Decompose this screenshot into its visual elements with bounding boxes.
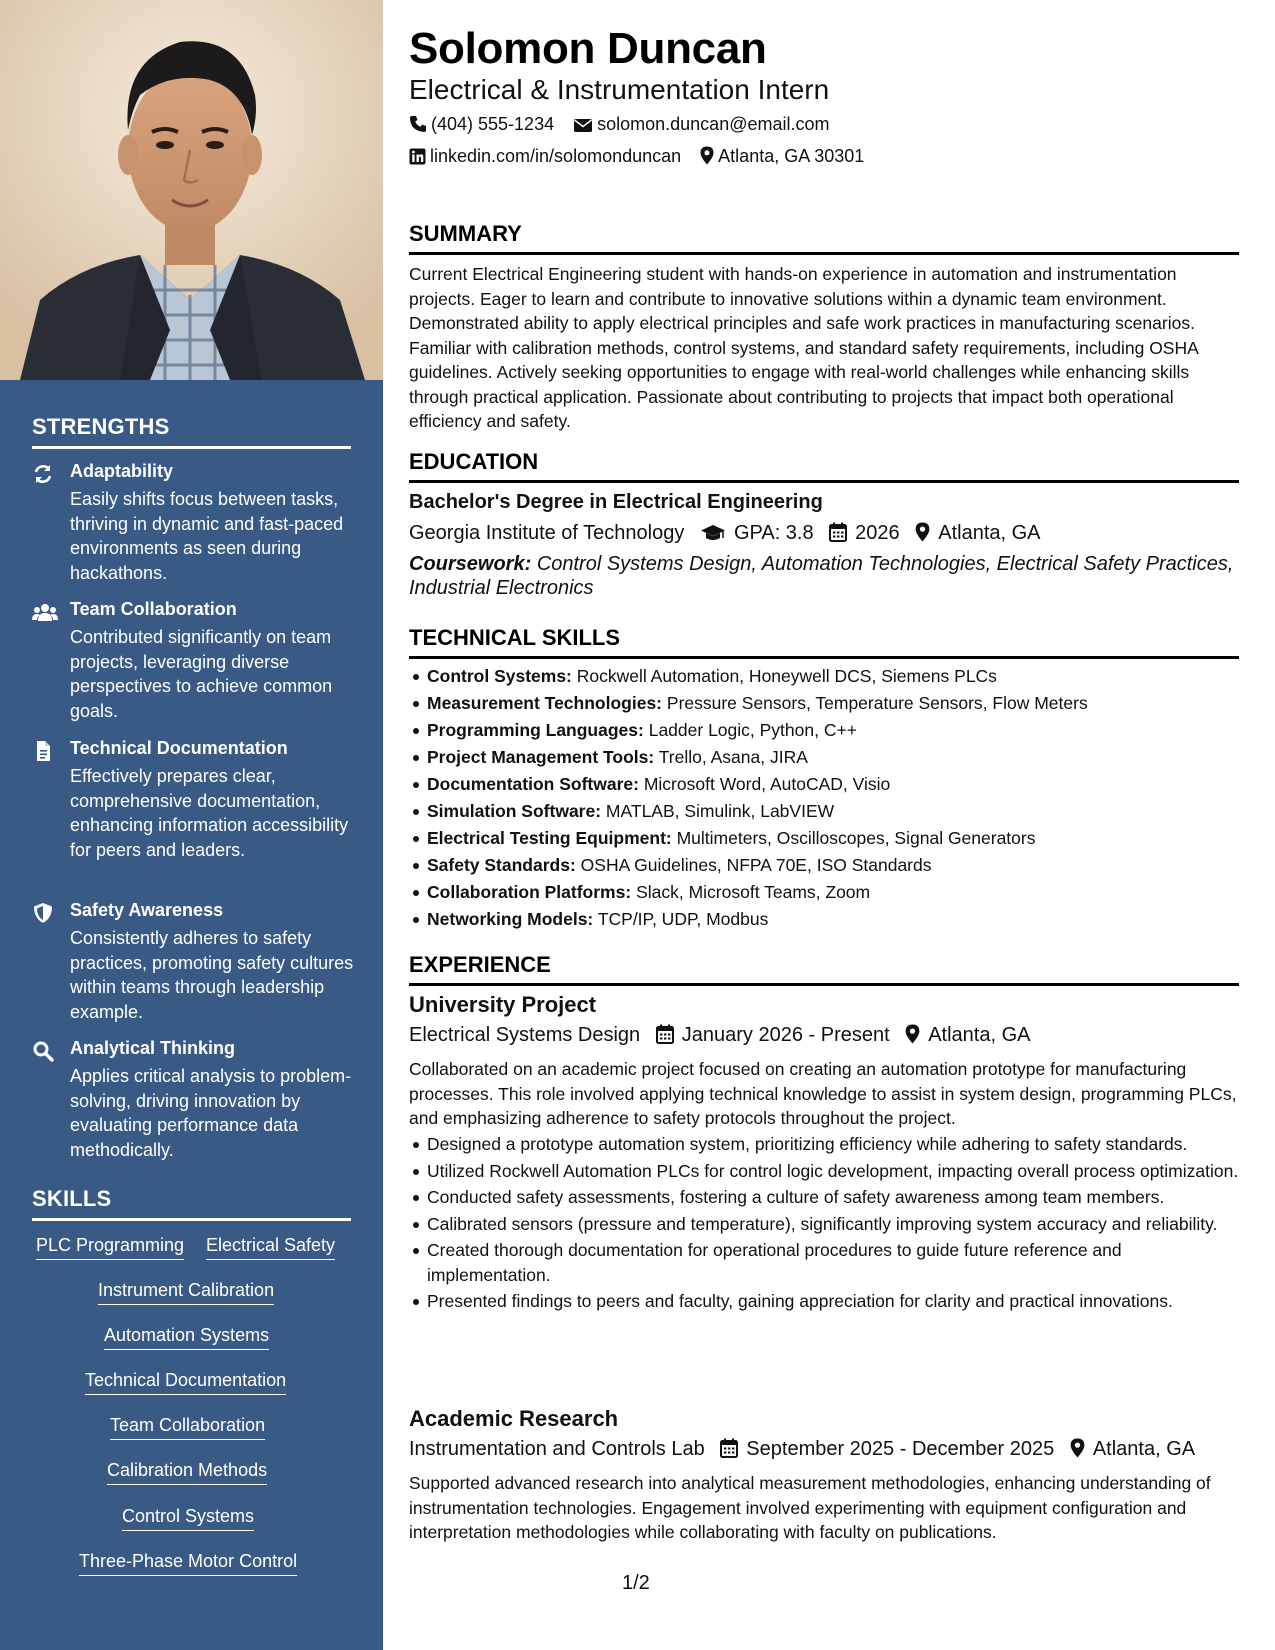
- list-item: [409, 879, 1239, 906]
- location-pin-icon: [915, 522, 930, 548]
- graduation-year: 2026: [855, 522, 900, 544]
- skill-category: Programming Languages:: [427, 720, 644, 740]
- location-pin-icon: [1070, 1438, 1085, 1464]
- summary-heading: SUMMARY: [409, 221, 1239, 255]
- refresh-icon: [32, 463, 56, 485]
- education-heading: EDUCATION: [409, 449, 1239, 483]
- list-item: Presented findings to peers and faculty, gaining appreciation for clarity and practical innovations.: [409, 1289, 1239, 1314]
- strengths-heading: STRENGTHS: [32, 414, 351, 449]
- calendar-icon: [656, 1024, 674, 1050]
- email-text: solomon.duncan@email.com: [597, 114, 830, 134]
- skill-values: Slack, Microsoft Teams, Zoom: [636, 882, 871, 902]
- email-icon: [573, 117, 593, 138]
- skill-category: Collaboration Platforms:: [427, 882, 632, 902]
- skills-heading: SKILLS: [32, 1186, 351, 1221]
- linkedin-text: linkedin.com/in/solomonduncan: [430, 146, 682, 166]
- strength-title: Safety Awareness: [70, 900, 224, 920]
- linkedin-icon: [409, 148, 426, 170]
- skill-category: Control Systems:: [427, 666, 572, 686]
- list-item: Calibrated sensors (pressure and temperature), significantly improving system accuracy and reliability.: [409, 1212, 1239, 1237]
- skill-category: Project Management Tools:: [427, 747, 655, 767]
- contact-row: [409, 114, 830, 138]
- phone-icon: [409, 115, 427, 138]
- skill-values: Microsoft Word, AutoCAD, Visio: [643, 774, 891, 794]
- skill-tag: Three-Phase Motor Control: [79, 1551, 297, 1576]
- job-location: Atlanta, GA: [1092, 1438, 1196, 1460]
- list-item: [409, 690, 1239, 717]
- strength-description: Applies critical analysis to problem-solving, driving innovation by evaluating performance data methodically.: [70, 1066, 352, 1160]
- strength-title: Analytical Thinking: [70, 1038, 236, 1058]
- strength-title: Technical Documentation: [70, 738, 288, 758]
- strength-description: Contributed significantly on team projects, leveraging diverse perspectives to achieve common goals.: [70, 627, 333, 721]
- contact-row: [409, 146, 864, 170]
- skill-tag: Calibration Methods: [107, 1460, 267, 1485]
- phone-text: (404) 555-1234: [431, 114, 555, 134]
- list-item: [409, 744, 1239, 771]
- list-item: Utilized Rockwell Automation PLCs for control logic development, impacting overall process optimization.: [409, 1159, 1239, 1184]
- strength-description: Easily shifts focus between tasks, thriving in dynamic and fast-paced environments as seen during hackathons.: [70, 489, 344, 583]
- job-location: Atlanta, GA: [928, 1024, 1031, 1046]
- school-name: Georgia Institute of Technology: [409, 522, 685, 544]
- list-item: [409, 663, 1239, 690]
- search-icon: [32, 1040, 56, 1062]
- job-description: Collaborated on an academic project focused on creating an automation prototype for manufacturing processes. This role involved applying technical knowledge to assist in system design, programming PLCs, and emphasizing adherence to safety protocols throughout the project.: [409, 1059, 1237, 1128]
- skill-tag: Technical Documentation: [85, 1370, 286, 1395]
- job-title: Academic Research: [409, 1406, 619, 1431]
- list-item: Designed a prototype automation system, prioritizing efficiency while adhering to safety standards.: [409, 1132, 1239, 1157]
- skill-values: Ladder Logic, Python, C++: [648, 720, 857, 740]
- skill-category: Simulation Software:: [427, 801, 602, 821]
- skill-category: Documentation Software:: [427, 774, 639, 794]
- candidate-role: Electrical & Instrumentation Intern: [409, 74, 830, 105]
- school-location: Atlanta, GA: [938, 522, 1041, 544]
- skill-tag: PLC Programming: [36, 1235, 184, 1260]
- job-org: Electrical Systems Design: [409, 1024, 641, 1046]
- experience-heading: EXPERIENCE: [409, 952, 1239, 986]
- job-meta: [409, 1438, 1195, 1464]
- list-item: [409, 825, 1239, 852]
- list-item: [409, 771, 1239, 798]
- location-text: Atlanta, GA 30301: [718, 146, 865, 166]
- coursework-list: Control Systems Design, Automation Technologies, Electrical Safety Practices, Industrial Electronics: [409, 553, 1234, 599]
- skill-values: Trello, Asana, JIRA: [658, 747, 808, 767]
- shield-icon: [32, 902, 56, 924]
- skill-values: OSHA Guidelines, NFPA 70E, ISO Standards: [580, 855, 932, 875]
- location-pin-icon: [905, 1024, 920, 1050]
- skill-values: Multimeters, Oscilloscopes, Signal Generators: [676, 828, 1036, 848]
- skill-tag: Electrical Safety: [206, 1235, 335, 1260]
- skill-category: Measurement Technologies:: [427, 693, 663, 713]
- skill-category: Networking Models:: [427, 909, 594, 929]
- summary-text: Current Electrical Engineering student with hands-on experience in automation and instrumentation projects. Eager to learn and contribute to innovative solutions within a dynamic team environment. Demonstrated ability to apply electrical principles and safe work practices in manufacturing scenarios. Familiar with calibration methods, control systems, and standard safety requirements, including OSHA guidelines. Actively seeking opportunities to engage with real-world challenges while enhancing skills through practical application. Passionate about contributing to projects that impact both operational efficiency and safety.: [409, 264, 1198, 431]
- skill-values: Rockwell Automation, Honeywell DCS, Siemens PLCs: [576, 666, 997, 686]
- list-item: [409, 717, 1239, 744]
- job-title: University Project: [409, 992, 597, 1017]
- strength-description: Effectively prepares clear, comprehensive documentation, enhancing information accessibility for peers and leaders.: [70, 766, 349, 860]
- list-item: Conducted safety assessments, fostering a culture of safety awareness among team members.: [409, 1185, 1239, 1210]
- education-meta: [409, 522, 1041, 548]
- skill-tag: Automation Systems: [104, 1325, 269, 1350]
- technical-skills-heading: TECHNICAL SKILLS: [409, 625, 1239, 659]
- skill-values: TCP/IP, UDP, Modbus: [597, 909, 769, 929]
- gpa-text: GPA: 3.8: [733, 522, 814, 544]
- graduation-cap-icon: [700, 524, 726, 548]
- job-dates: January 2026 - Present: [681, 1024, 890, 1046]
- job-description: Supported advanced research into analytical measurement methodologies, enhancing understanding of instrumentation technologies. Engagement involved experimenting with equipment configuration and interpretation methodologies while collaborating with faculty on publications.: [409, 1473, 1211, 1542]
- profile-photo: [0, 0, 383, 380]
- calendar-icon: [829, 522, 847, 548]
- skill-category: Electrical Testing Equipment:: [427, 828, 672, 848]
- job-bullets: [409, 1132, 1239, 1316]
- job-meta: [409, 1024, 1031, 1050]
- page-number: 1/2: [622, 1572, 650, 1594]
- coursework: [409, 552, 1239, 600]
- job-dates: September 2025 - December 2025: [746, 1438, 1055, 1460]
- users-icon: [32, 601, 56, 623]
- skill-tag: Instrument Calibration: [98, 1280, 274, 1305]
- list-item: [409, 906, 1239, 933]
- strength-description: Consistently adheres to safety practices, promoting safety cultures within teams through leadership example.: [70, 928, 354, 1022]
- location-pin-icon: [700, 146, 714, 170]
- list-item: [409, 852, 1239, 879]
- job-org: Instrumentation and Controls Lab: [409, 1438, 705, 1460]
- strength-title: Adaptability: [70, 461, 174, 481]
- strength-title: Team Collaboration: [70, 599, 237, 619]
- sidebar: [0, 0, 383, 1650]
- list-item: Created thorough documentation for operational procedures to guide future reference and implementation.: [409, 1238, 1239, 1287]
- degree-title: Bachelor's Degree in Electrical Engineering: [409, 491, 823, 513]
- document-icon: [32, 740, 56, 762]
- skill-tag: Team Collaboration: [110, 1415, 265, 1440]
- list-item: [409, 798, 1239, 825]
- candidate-name: Solomon Duncan: [409, 24, 767, 73]
- skill-tag: Control Systems: [122, 1506, 254, 1531]
- coursework-label: Coursework:: [409, 553, 532, 575]
- skill-category: Safety Standards:: [427, 855, 576, 875]
- skill-values: Pressure Sensors, Temperature Sensors, Flow Meters: [666, 693, 1088, 713]
- skill-values: MATLAB, Simulink, LabVIEW: [605, 801, 835, 821]
- technical-skills-list: [409, 663, 1239, 933]
- calendar-icon: [720, 1438, 738, 1464]
